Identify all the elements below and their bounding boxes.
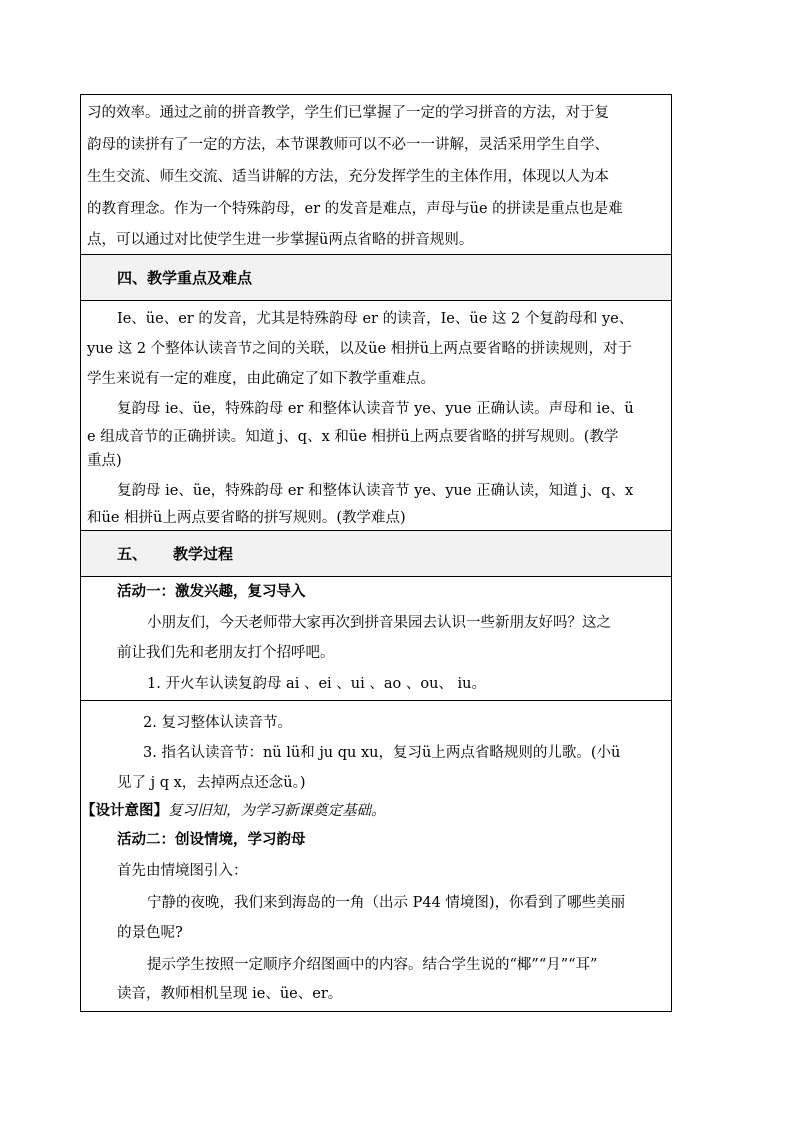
section-heading: 教学过程 [173, 545, 234, 563]
section3-tail-cell [81, 95, 671, 255]
text-line: 和üe 相拼ü上两点要省略的拼写规则。(教学难点) [87, 510, 406, 526]
text-line: 提示学生按照一定顺序介绍图画中的内容。结合学生说的“椰”“月”“耳” [147, 957, 598, 973]
text-line: 小朋友们，今天老师带大家再次到拼音果园去认识一些新朋友好吗？这之 [147, 615, 611, 631]
activity1-cell [81, 577, 671, 701]
text-line: 习的效率。通过之前的拼音教学，学生们已掌握了一定的学习拼音的方法，对于复 [87, 105, 609, 121]
text-line: 生生交流、师生交流、适当讲解的方法，充分发挥学生的主体作用，体现以人为本 [87, 169, 609, 185]
text-line: 点，可以通过对比使学生进一步掌握ü两点省略的拼音规则。 [87, 232, 474, 248]
text-line: 重点) [87, 453, 122, 469]
text-line: 复韵母 ie、üe，特殊韵母 er 和整体认读音节 ye、yue 正确认读。声母和 ie、ü [117, 401, 634, 417]
text-line: 首先由情境图引入： [117, 863, 248, 879]
text-line: 读音，教师相机呈现 ie、üe、er。 [117, 986, 343, 1002]
text-line: 1. 开火车认读复韵母 ai 、ei 、ui 、ao 、ou、 iu。 [147, 676, 486, 692]
design-intent [81, 801, 386, 821]
activity-title: 活动二：创设情境，学习韵母 [117, 831, 306, 848]
activity2-cell [81, 701, 671, 1011]
text-line: 宁静的夜晚，我们来到海岛的一角（出示 P44 情境图)，你看到了哪些美丽 [147, 895, 626, 911]
section4-body-cell [81, 301, 671, 531]
section-heading: 四、教学重点及难点 [117, 269, 253, 287]
text-line: 韵母的读拼有了一定的方法，本节课教师可以不必一一讲解，灵活采用学生自学、 [87, 137, 609, 153]
section4-heading-cell [81, 255, 671, 301]
section5-heading-cell [81, 531, 671, 577]
text-line: 前让我们先和老朋友打个招呼吧。 [117, 645, 335, 661]
design-intent-text: 复习旧知，为学习新课奠定基础。 [168, 803, 386, 819]
text-line: e 组成音节的正确拼读。知道 j、q、x 和üe 相拼ü上两点要省略的拼写规则。(教学 [87, 429, 619, 445]
section-number: 五、 [117, 545, 148, 563]
text-line: 的景色呢? [117, 925, 183, 941]
text-line: Ie、üe、er 的发音，尤其是特殊韵母 er 的读音，Ie、üe 这 2 个复韵母和 ye、 [117, 311, 634, 327]
text-line: yue 这 2 个整体认读音节之间的关联，以及üe 相拼ü上两点要省略的拼读规则，对于 [87, 341, 633, 357]
text-line: 2. 复习整体认读音节。 [143, 715, 292, 731]
design-intent-label: 【设计意图】 [81, 802, 168, 819]
text-line: 3. 指名认读音节：nü lü和 ju qu xu，复习ü上两点省略规则的儿歌。(小ü [143, 745, 621, 761]
lesson-table [80, 94, 672, 1012]
text-line: 学生来说有一定的难度，由此确定了如下教学重难点。 [87, 371, 435, 387]
text-line: 见了 j q x，去掉两点还念ü。) [117, 775, 306, 791]
text-line: 的教育理念。作为一个特殊韵母，er 的发音是难点，声母与üe 的拼读是重点也是难 [87, 201, 623, 217]
text-line: 复韵母 ie、üe，特殊韵母 er 和整体认读音节 ye、yue 正确认读，知道 j、q、x [117, 483, 634, 499]
activity-title: 活动一：激发兴趣，复习导入 [117, 583, 306, 600]
